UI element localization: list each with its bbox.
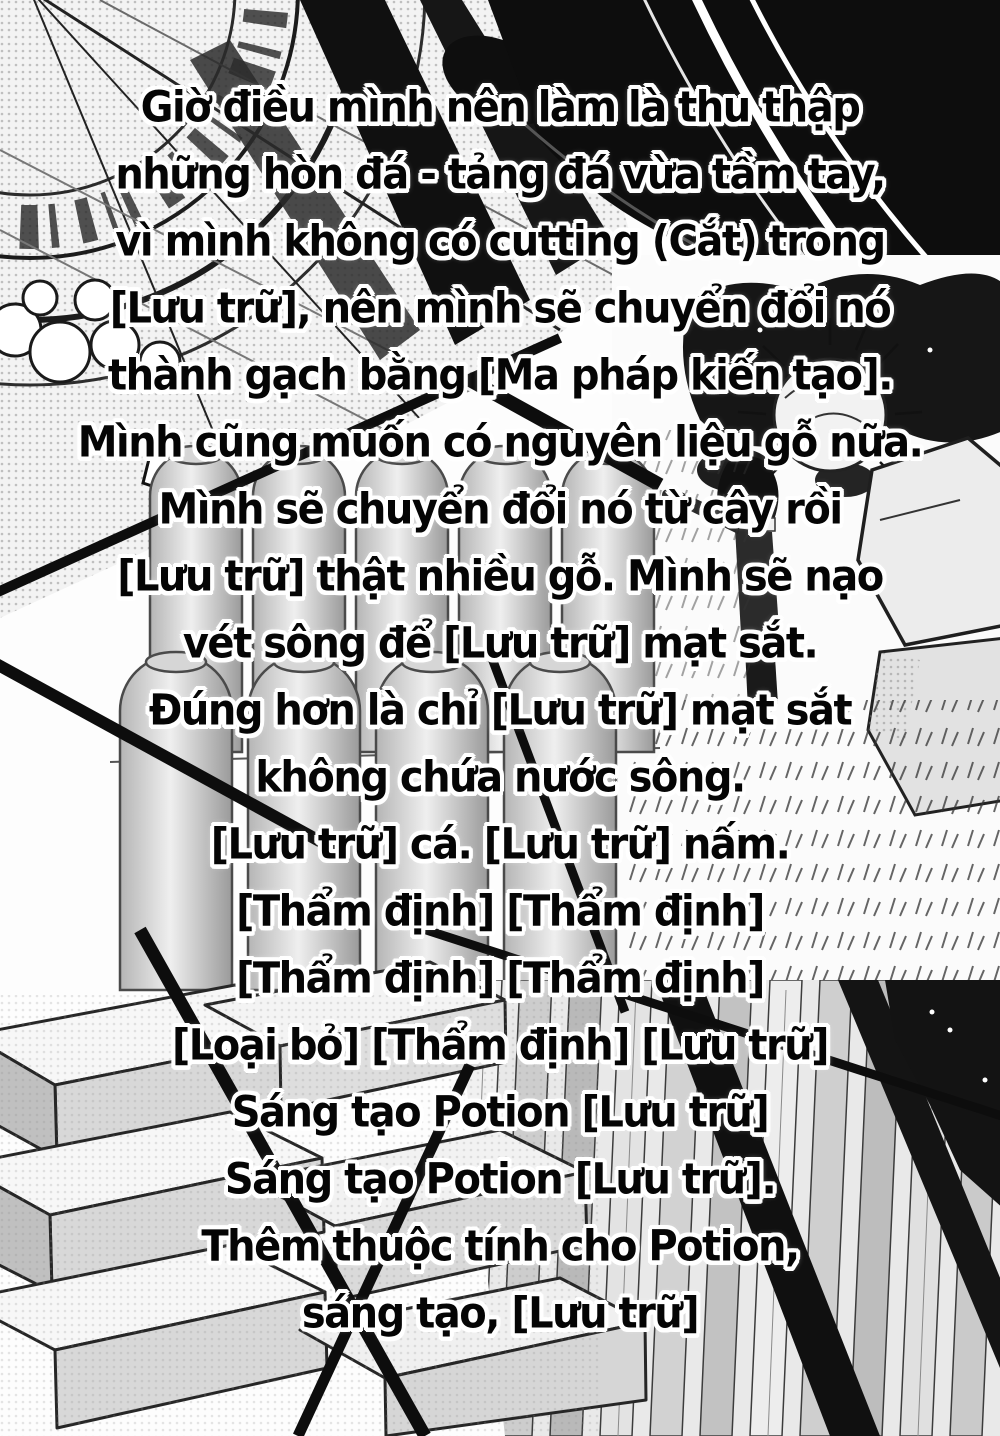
dialogue-line-4: [Lưu trữ], nên mình sẽ chuyển đổi nó [109,284,891,334]
dialogue-line-7: Mình sẽ chuyển đổi nó từ cây rồi [158,485,842,535]
dialogue-line-5: thành gạch bằng [Ma pháp kiến tạo]. [108,351,892,401]
dialogue-line-19: sáng tạo, [Lưu trữ] [301,1289,699,1339]
dialogue-line-18: Thêm thuộc tính cho Potion, [201,1222,799,1272]
dialogue-line-6: Mình cũng muốn có nguyên liệu gỗ nữa. [77,418,923,468]
dialogue-line-8: [Lưu trữ] thật nhiều gỗ. Mình sẽ nạo [117,552,883,602]
dialogue-line-11: không chứa nước sông. [255,753,745,803]
dialogue-line-15: [Loại bỏ] [Thẩm định] [Lưu trữ] [171,1021,829,1071]
dialogue-line-9: vét sông để [Lưu trữ] mạt sắt. [182,619,818,669]
dialogue-line-13: [Thẩm định] [Thẩm định] [236,887,764,937]
dialogue-line-14: [Thẩm định] [Thẩm định] [236,954,764,1004]
dialogue-line-10: Đúng hơn là chỉ [Lưu trữ] mạt sắt [148,686,852,736]
dialogue-line-16: Sáng tạo Potion [Lưu trữ] [231,1088,769,1138]
dialogue-line-17: Sáng tạo Potion [Lưu trữ]. [224,1155,776,1205]
dialogue-line-1: Giờ điều mình nên làm là thu thập [140,83,860,133]
dialogue-line-2: những hòn đá - tảng đá vừa tầm tay, [115,150,885,200]
dialogue-line-3: vì mình không có cutting (Cắt) trong [115,217,885,267]
dialogue-line-12: [Lưu trữ] cá. [Lưu trữ] nấm. [210,820,790,870]
